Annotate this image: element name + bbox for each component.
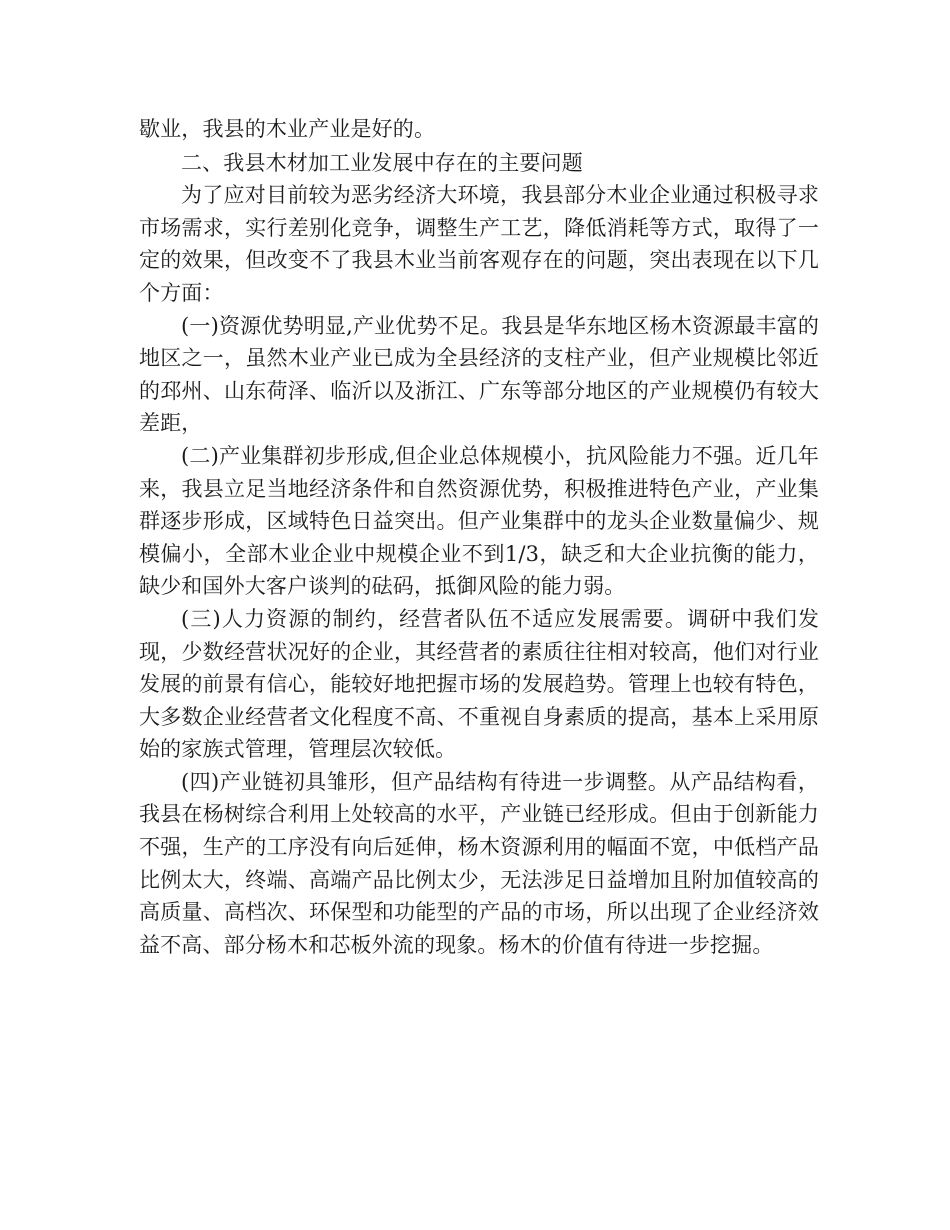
paragraph-intro: 为了应对目前较为恶劣经济大环境，我县部分木业企业通过积极寻求市场需求，实行差别化竞争，调整生产工艺，降低消耗等方式，取得了一定的效果，但改变不了我县木业当前客观存在的问题，突出表现在以下几个方面： xyxy=(139,183,819,305)
document-body xyxy=(139,113,819,961)
paragraph-item-1: (一)资源优势明显,产业优势不足。我县是华东地区杨木资源最丰富的地区之一，虽然木业产业已成为全县经济的支柱产业，但产业规模比邻近的邳州、山东荷泽、临沂以及浙江、广东等部分地区的产业规模仍有较大差距， xyxy=(139,313,819,436)
paragraph-item-4: (四)产业链初具雏形，但产品结构有待进一步调整。从产品结构看，我县在杨树综合利用上处较高的水平，产业链已经形成。但由于创新能力不强，生产的工序没有向后延伸，杨木资源利用的幅面不宽，中低档产品比例太大，终端、高端产品比例太少，无法涉足日益增加且附加值较高的高质量、高档次、环保型和功能型的产品的市场，所以出现了企业经济效益不高、部分杨木和芯板外流的现象。杨木的价值有待进一步挖掘。 xyxy=(139,769,819,957)
section-heading: 二、我县木材加工业发展中存在的主要问题 xyxy=(181,150,583,175)
paragraph-item-2: (二)产业集群初步形成,但企业总体规模小，抗风险能力不强。近几年来，我县立足当地经济条件和自然资源优势，积极推进特色产业，产业集群逐步形成，区域特色日益突出。但产业集群中的龙头企业数量偏少、规模偏小，全部木业企业中规模企业不到1/3，缺乏和大企业抗衡的能力，缺少和国外大客户谈判的砝码，抵御风险的能力弱。 xyxy=(139,443,819,599)
paragraph-continuation: 歇业，我县的木业产业是好的。 xyxy=(139,117,436,141)
paragraph-item-3: (三)人力资源的制约，经营者队伍不适应发展需要。调研中我们发现，少数经营状况好的企业，其经营者的素质往往相对较高，他们对行业发展的前景有信心，能较好地把握市场的发展趋势。管理上也较有特色，大多数企业经营者文化程度不高、不重视自身素质的提高，基本上采用原始的家族式管理，管理层次较低。 xyxy=(139,606,819,762)
